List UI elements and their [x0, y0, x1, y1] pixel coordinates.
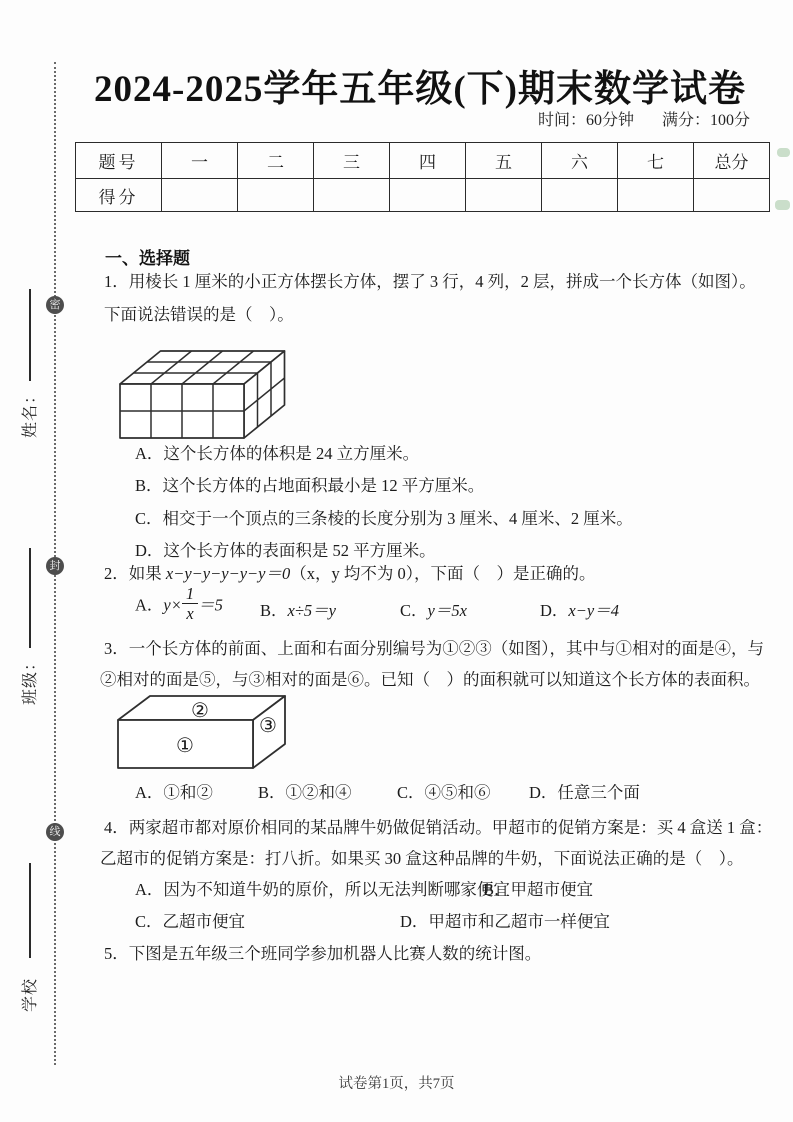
score-table-cell: 七 [618, 143, 694, 179]
q1-option-a: A．这个长方体的体积是 24 立方厘米。 [135, 444, 420, 463]
name-label: 姓名： [22, 386, 39, 438]
score-table-cell: 得分 [76, 179, 162, 212]
q1-option-b: B．这个长方体的占地面积最小是 12 平方厘米。 [135, 476, 485, 495]
box-right-face-label: ③ [259, 715, 277, 737]
score-table-score-row [76, 179, 770, 212]
score-table-cell: 一 [162, 143, 238, 179]
box-front-face-label: ① [176, 735, 194, 757]
score-table-empty-cell [618, 179, 694, 212]
q2-equation: x−y−y−y−y−y＝0 [165, 564, 291, 583]
scan-artifact [777, 148, 790, 157]
name-field [17, 289, 40, 438]
score-table-cell: 二 [238, 143, 314, 179]
q4-option-b: B．甲超市便宜 [483, 880, 594, 899]
score-table-cell: 总分 [694, 143, 770, 179]
score-table-empty-cell [542, 179, 618, 212]
q4-option-a: A．因为不知道牛奶的原价，所以无法判断哪家便宜 [135, 880, 510, 899]
class-field [17, 548, 40, 705]
class-blank-line [29, 548, 31, 648]
score-table-cell: 三 [314, 143, 390, 179]
scan-artifact [775, 200, 790, 210]
score-table-empty-cell [238, 179, 314, 212]
score-table-cell: 五 [466, 143, 542, 179]
seal-char-feng: 封 [46, 557, 64, 575]
box-top-face-label: ② [191, 700, 209, 722]
score-table-cell: 四 [390, 143, 466, 179]
page-title: 2024-2025学年五年级(下)期末数学试卷 [94, 69, 746, 110]
score-table-header-row [76, 143, 770, 179]
school-field [17, 863, 40, 1012]
q3-option-b: B．①②和④ [258, 783, 352, 802]
score-table-empty-cell [694, 179, 770, 212]
name-blank-line [29, 289, 31, 381]
q3-option-d: D．任意三个面 [529, 783, 640, 802]
q3-box-figure [108, 692, 318, 772]
time-limit: 时间：60分钟 [538, 112, 635, 129]
q2-option-a: A．y× $\frac{1}{x}$ ＝5 [135, 584, 223, 624]
q2-option-c: C．y＝5x [400, 601, 467, 620]
q1-text-line2: 下面说法错误的是（ ）。 [104, 305, 294, 324]
q5-text-line1: 5．下图是五年级三个班同学参加机器人比赛人数的统计图。 [104, 944, 542, 963]
q2-option-d: D．x−y＝4 [540, 601, 619, 620]
q3-option-c: C．④⑤和⑥ [397, 783, 491, 802]
score-table [75, 142, 770, 212]
q1-text-line1: 1．用棱长 1 厘米的小正方体摆长方体，摆了 3 行，4 列，2 层，拼成一个长方体（如图）。 [104, 272, 756, 291]
q3-text-line1: 3．一个长方体的前面、上面和右面分别编号为①②③（如图），其中与①相对的面是④，与 [104, 639, 764, 658]
q2-text: 2．如果 x−y−y−y−y−y＝0（x，y 均不为 0），下面（ ）是正确的。 [104, 564, 596, 583]
q1-option-c: C．相交于一个顶点的三条棱的长度分别为 3 厘米、4 厘米、2 厘米。 [135, 509, 633, 528]
q2-option-b: B．x÷5＝y [260, 601, 336, 620]
score-table-cell: 题号 [76, 143, 162, 179]
score-table-empty-cell [390, 179, 466, 212]
score-table-cell: 六 [542, 143, 618, 179]
q4-option-c: C．乙超市便宜 [135, 912, 246, 931]
score-table-empty-cell [314, 179, 390, 212]
q4-option-d: D．甲超市和乙超市一样便宜 [400, 912, 610, 931]
class-label: 班级： [22, 653, 39, 705]
q1-cube-figure [108, 330, 308, 442]
score-table-empty-cell [162, 179, 238, 212]
exam-meta [538, 107, 750, 130]
seal-char-mi: 密 [46, 296, 64, 314]
seal-char-xian: 线 [46, 823, 64, 841]
page-footer: 试卷第1页，共7页 [338, 1076, 455, 1092]
q3-text-line2: ②相对的面是⑤，与③相对的面是⑥。已知（ ）的面积就可以知道这个长方体的表面积。 [100, 670, 760, 689]
school-label: 学校 [22, 977, 39, 1012]
full-score: 满分：100分 [662, 112, 751, 129]
q4-text-line1: 4．两家超市都对原价相同的某品牌牛奶做促销活动。甲超市的促销方案是：买 4 盒送 1 盒： [104, 818, 773, 837]
q4-text-line2: 乙超市的促销方案是：打八折。如果买 30 盒这种品牌的牛奶，下面说法正确的是（ ）。 [100, 849, 744, 868]
section-heading: 一、选择题 [105, 249, 190, 268]
fraction: $\frac{1}{x}$ [182, 585, 198, 623]
q3-option-a: A．①和② [135, 783, 213, 802]
q1-option-d: D．这个长方体的表面积是 52 平方厘米。 [135, 541, 436, 560]
school-blank-line [29, 863, 31, 958]
score-table-empty-cell [466, 179, 542, 212]
